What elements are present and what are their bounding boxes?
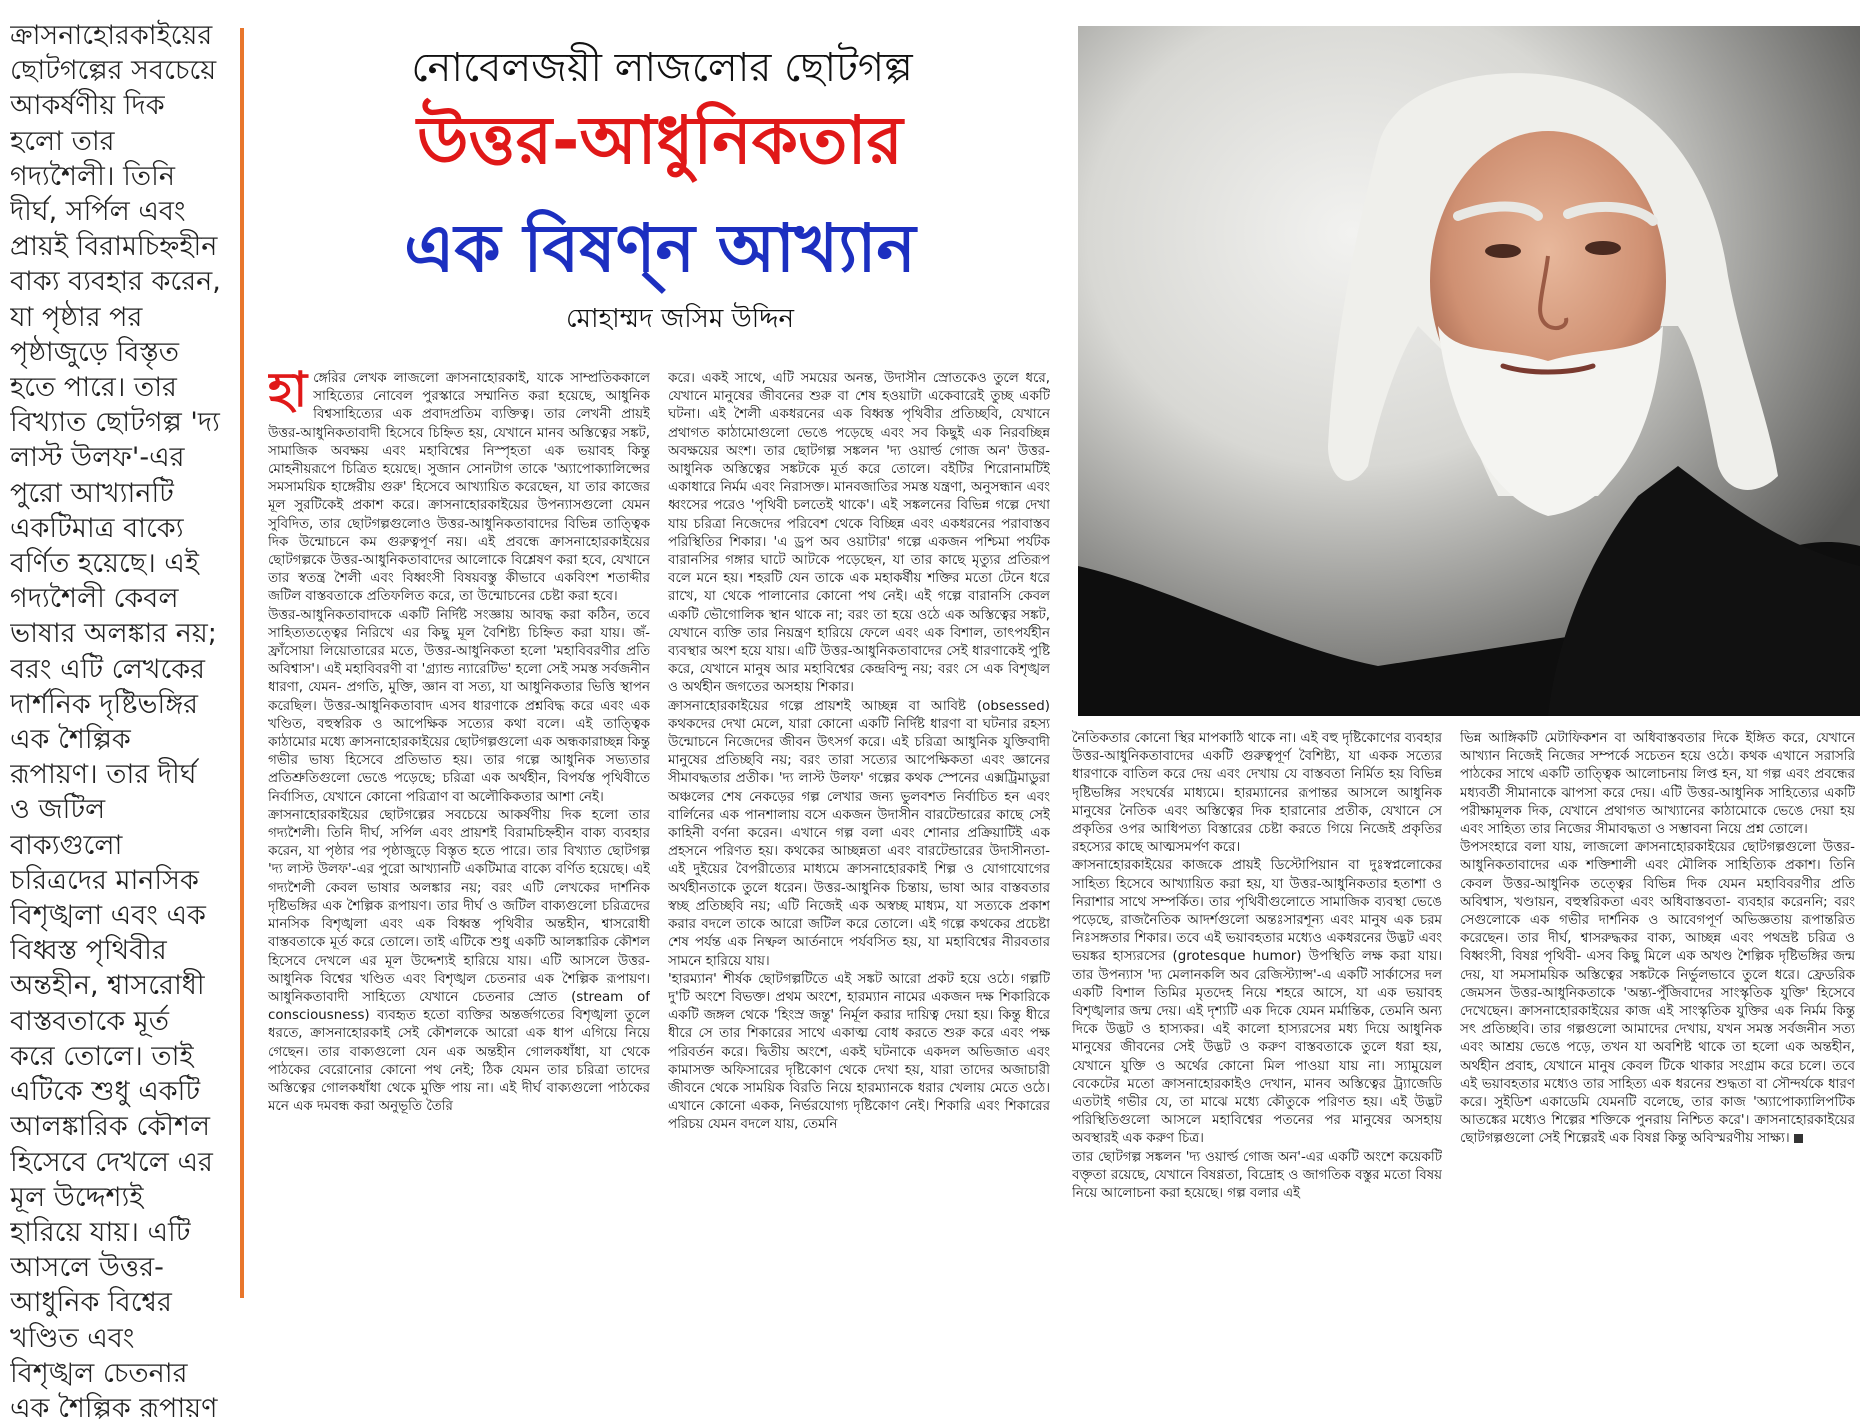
closing-paragraph: উপসংহারে বলা যায়, লাজলো ক্রাসনাহোরকাইয়ের ছোটগল্পগুলো উত্তর-আধুনিকতাবাদের এক শক্তিশালী এবং মৌলিক সাহিত্যিক প্রকাশ। তিনি কেবল উত্তর-আধুনিক তত্ত্বের বিভিন্ন দিক যেমন মহাবিবরণীর প্রতি অবিশ্বাস, খণ্ডায়ন, বহুস্বরিকতা এবং অধিবাস্তবতা- ব্যবহার করেননি; বরং সেগুলোকে এক গভীর দার্শনিক ও আবেগপূর্ণ অভিজ্ঞতায় রূপান্তরিত করেছেন। তার দীর্ঘ, শ্বাসরুদ্ধকর বাক্য, আচ্ছন্ন এবং পথভ্রষ্ট চরিত্র ও বিধ্বংসী, বিষণ্ণ পৃথিবী- এসব কিছু মিলে এক অখণ্ড শৈল্পিক দৃষ্টিভঙ্গির জন্ম দেয়, যা সমসাময়িক অস্তিত্বের সঙ্কটকে নির্ভুলভাবে তুলে ধরে। ফ্রেডরিক জেমসন উত্তর-আধুনিকতাকে 'অন্ত্য-পুঁজিবাদের সাংস্কৃতিক যুক্তি' হিসেবে দেখেছেন। ক্রাসনাহোরকাইয়ের কাজ এই সাংস্কৃতিক যুক্তির এক নির্মম কিন্তু সৎ প্রতিচ্ছবি। তার গল্পগুলো আমাদের দেখায়, যখন সমস্ত সর্বজনীন সত্য এবং আশ্রয় ভেঙে পড়ে, তখন যা অবশিষ্ট থাকে তা হলো এক অন্তহীন, অর্থহীন প্রবাহ, যেখানে মানুষ কেবল টিকে থাকার সংগ্রাম করে চলে। তবে এই ভয়াবহতার মধ্যেও তার সাহিত্য এক ধরনের শুদ্ধতা বা সৌন্দর্যকে ধারণ করে। সুইডিশ একাডেমি যেমনটি বলেছে, তার কাজ 'অ্যাপোক্যালিপটিক আতঙ্কের মধ্যেও শিল্পের শক্তিকে পুনরায় নিশ্চিত করে'। ক্রাসনাহোরকাইয়ের ছোটগল্পগুলো সেই শিল্পেরই এক বিষণ্ণ কিন্তু অবিস্মরণীয় সাক্ষ্য। (1460, 840, 1855, 1147)
paragraph: ভিন্ন আঙ্গিকটি মেটাফিকশন বা অধিবাস্তবতার দিকে ইঙ্গিত করে, যেখানে আখ্যান নিজেই নিজের সম্পর্কে সচেতন হয়ে ওঠে। কথক এখানে সরাসরি পাঠকের সাথে একটি তাত্ত্বিক আলোচনায় লিপ্ত হন, যা গল্প এবং প্রবন্ধের মধ্যবর্তী সীমানাকে ঝাপসা করে দেয়। এটি উত্তর-আধুনিক সাহিত্যের একটি পরীক্ষামূলক দিক, যেখানে প্রথাগত আখ্যানের কাঠামোকে ভেঙে দেয়া হয় এবং সাহিত্য তার নিজের সীমাবদ্ধতা ও সম্ভাবনা নিয়ে প্রশ্ন তোলে। (1460, 731, 1855, 838)
article-column-1 (268, 370, 650, 1300)
lead-paragraph: ঙ্গেরির লেখক লাজলো ক্রাসনাহোরকাই, যাকে সাম্প্রতিককালে সাহিত্যের নোবেল পুরস্কারে সম্মানিত করা হয়েছে, আধুনিক বিশ্বসাহিত্যের এক প্রবাদপ্রতিম ব্যক্তিত্ব। তার লেখনী প্রায়ই উত্তর-আধুনিকতাবাদী হিসেবে চিহ্নিত হয়, যেখানে মানব অস্তিত্বের সঙ্কট, সামাজিক অবক্ষয় এবং মহাবিশ্বের নিস্পৃহতা এক ভয়াবহ কিন্তু মোহনীয়রূপে চিত্রিত হয়েছে। সুজান সোনটাগ তাকে 'অ্যাপোক্যালিপ্সের সমসাময়িক হাঙ্গেরীয় গুরু' হিসেবে আখ্যায়িত করেছেন, যা তার কাজের মূল সুরটিকেই প্রকাশ করে। ক্রাসনাহোরকাইয়ের উপন্যাসগুলো যেমন সুবিদিত, তার ছোটগল্পগুলোও উত্তর-আধুনিকতাবাদের বিভিন্ন তাত্ত্বিক দিক উন্মোচনে কম গুরুত্বপূর্ণ নয়। এই প্রবন্ধে ক্রাসনাহোরকাইয়ের ছোটগল্পকে উত্তর-আধুনিকতাবাদের আলোকে বিশ্লেষণ করা হবে, যেখানে তার স্বতন্ত্র শৈলী এবং বিধ্বংসী বিষয়বস্তু কীভাবে একবিংশ শতাব্দীর জটিল বাস্তবতাকে প্রতিফলিত করে, তা উন্মোচনের চেষ্টা করা হবে। (268, 371, 650, 605)
article-column-2 (668, 370, 1050, 1300)
headline-line-1: উত্তর-আধুনিকতার (417, 102, 903, 179)
end-mark-icon (1794, 1134, 1803, 1143)
pull-quote: ক্রাসনাহোরকাইয়ের ছোটগল্পের সবচেয়ে আকর্ষণীয় দিক হলো তার গদ্যশৈলী। তিনি দীর্ঘ, সর্পিল এবং প্রায়ই বিরামচিহ্নহীন বাক্য ব্যবহার করেন, যা পৃষ্ঠার পর পৃষ্ঠাজুড়ে বিস্তৃত হতে পারে। তার বিখ্যাত ছোটগল্প 'দ্য লাস্ট উলফ'-এর পুরো আখ্যানটি একটিমাত্র বাক্যে বর্ণিত হয়েছে। এই গদ্যশৈলী কেবল ভাষার অলঙ্কার নয়; বরং এটি লেখকের দার্শনিক দৃষ্টিভঙ্গির এক শৈল্পিক রূপায়ণ। তার দীর্ঘ ও জটিল বাক্যগুলো চরিত্রদের মানসিক বিশৃঙ্খলা এবং এক বিধ্বস্ত পৃথিবীর অন্তহীন, শ্বাসরোধী বাস্তবতাকে মূর্ত করে তোলে। তাই এটিকে শুধু একটি আলঙ্কারিক কৌশল হিসেবে দেখলে এর মূল উদ্দেশ্যই হারিয়ে যায়। এটি আসলে উত্তর-আধুনিক বিশ্বের খণ্ডিত এবং বিশৃঙ্খল চেতনার এক শৈল্পিক রূপায়ণ (10, 20, 221, 1424)
byline: মোহাম্মদ জসিম উদ্দিন (566, 304, 794, 334)
paragraph: উত্তর-আধুনিকতাবাদকে একটি নির্দিষ্ট সংজ্ঞায় আবদ্ধ করা কঠিন, তবে সাহিত্যতত্ত্বের নিরিখে এর কিছু মূল বৈশিষ্ট্য চিহ্নিত করা যায়। জঁ-ফ্রাঁসোয়া লিয়োতারের মতে, উত্তর-আধুনিকতা হলো 'মহাবিবরণীর প্রতি অবিশ্বাস'। এই মহাবিবরণী বা 'গ্র্যান্ড ন্যারেটিভ' হলো সেই সমস্ত সর্বজনীন ধারণা, যেমন- প্রগতি, মুক্তি, জ্ঞান বা সত্য, যা আধুনিকতার ভিত্তি স্থাপন করেছিল। উত্তর-আধুনিকতাবাদ এসব ধারণাকে প্রশ্নবিদ্ধ করে এবং এক খণ্ডিত, বহুস্বরিক ও আপেক্ষিক সত্যের কথা বলে। এই তাত্ত্বিক কাঠামোর মধ্যে ক্রাসনাহোরকাইয়ের ছোটগল্পগুলো এক অন্ধকারাচ্ছন্ন কিন্তু গভীর ভাষ্য হিসেবে প্রতিভাত হয়। তার গল্পে আধুনিক সভ্যতার প্রতিশ্রুতিগুলো ভেঙে পড়েছে; চরিত্রা এক অর্থহীন, বিপর্যস্ত পৃথিবীতে নির্বাসিত, যেখানে কোনো পরিত্রাণ বা অলৌকিকতার আশা নেই। (268, 607, 650, 805)
paragraph: ক্রাসনাহোরকাইয়ের কাজকে প্রায়ই ডিস্টোপিয়ান বা দুঃস্বপ্নলোকের সাহিত্য হিসেবে আখ্যায়িত করা হয়, যা উত্তর-আধুনিকতার হতাশা ও নিরাশার সাথে সম্পর্কিত। তার পৃথিবীগুলোতে সামাজিক ব্যবস্থা ভেঙে পড়েছে, রাজনৈতিক আদর্শগুলো অন্তঃসারশূন্য এবং মানুষ এক চরম নিঃসঙ্গতার শিকার। তবে এই ভয়াবহতার মধ্যেও একধরনের উদ্ভট এবং ভয়ঙ্কর হাস্যরসের (grotesque humor) উপস্থিতি লক্ষ করা যায়। তার উপন্যাস 'দ্য মেলানকলি অব রেজিস্ট্যান্স'-এ একটি সার্কাসের দল একটি বিশাল তিমির মৃতদেহ নিয়ে শহরে আসে, যা এক ভয়াবহ বিশৃঙ্খলার জন্ম দেয়। এই দৃশ্যটি এক দিকে যেমন মর্মান্তিক, তেমনি অন্য দিকে উদ্ভট ও হাস্যকর। এই কালো হাস্যরসের মধ্য দিয়ে আধুনিক মানুষের জীবনের সেই উদ্ভট ও করুণ বাস্তবতাকে তুলে ধরা হয়, যেখানে যুক্তি ও অর্থের কোনো মিল পাওয়া যায় না। স্যামুয়েল বেকেটের মতো ক্রাসনাহোরকাইও দেখান, মানব অস্তিত্বের ট্র্যাজেডি এতটাই গভীর যে, তা মাঝে মধ্যে কৌতুকে পরিণত হয়। এই উদ্ভট পরিস্থিতিগুলো আসলে মহাবিশ্বের পতনের পর মানুষের অসহায় অবস্থারই এক করুণ চিত্র। (1072, 858, 1442, 1147)
paragraph: ক্রাসনাহোরকাইয়ের ছোটগল্পের সবচেয়ে আকর্ষণীয় দিক হলো তার গদ্যশৈলী। তিনি দীর্ঘ, সর্পিল এবং প্রায়শই বিরামচিহ্নহীন বাক্য ব্যবহার করেন, যা পৃষ্ঠার পর পৃষ্ঠাজুড়ে বিস্তৃত হতে পারে। তার বিখ্যাত ছোটগল্প 'দ্য লাস্ট উলফ'-এর পুরো আখ্যানটি একটিমাত্র বাক্যে বর্ণিত হয়েছে। এই গদ্যশৈলী কেবল ভাষার অলঙ্কার নয়; বরং এটি লেখকের দার্শনিক দৃষ্টিভঙ্গির এক শৈল্পিক রূপায়ণ। তার দীর্ঘ ও জটিল বাক্যগুলো চরিত্রদের মানসিক বিশৃঙ্খলা এবং এক বিধ্বস্ত পৃথিবীর অন্তহীন, শ্বাসরোধী বাস্তবতাকে মূর্ত করে তোলে। তাই এটিকে শুধু একটি আলঙ্কারিক কৌশল হিসেবে দেখলে এর মূল উদ্দেশ্যই হারিয়ে যায়। এটি আসলে উত্তর-আধুনিক বিশ্বের খণ্ডিত এবং বিশৃঙ্খল চেতনার এক শৈল্পিক রূপায়ণ। আধুনিকতাবাদী সাহিত্যে যেখানে চেতনার স্রোত (stream of consciousness) ব্যবহৃত হতো ব্যক্তির অন্তর্জগতের বিশৃঙ্খলা তুলে ধরতে, ক্রাসনাহোরকাই সেই কৌশলকে আরো এক ধাপ এগিয়ে নিয়ে গেছেন। তার বাক্যগুলো যেন এক অন্তহীন গোলকধাঁধা, যা থেকে পাঠকের বেরোনোর কোনো পথ নেই; ঠিক যেমন তার চরিত্রা তাদের অস্তিত্বের গোলকধাঁধা থেকে মুক্তি পায় না। এই দীর্ঘ বাক্যগুলো পাঠকের মনে এক দমবন্ধ করা অনুভূতি তৈরি (268, 807, 650, 1115)
paragraph: করে। একই সাথে, এটি সময়ের অনন্ত, উদাসীন স্রোতকেও তুলে ধরে, যেখানে মানুষের জীবনের শুরু বা শেষ হওয়াটা একেবারেই তুচ্ছ একটি ঘটনা। এই শৈলী একধরনের এক বিধ্বস্ত পৃথিবীর প্রতিচ্ছবি, যেখানে প্রথাগত কাঠামোগুলো ভেঙে পড়েছে এবং সব কিছুই এক নিরবচ্ছিন্ন অবক্ষয়ের অংশ। তার ছোটগল্প সঙ্কলন 'দ্য ওয়ার্ল্ড গোজ অন' উত্তর-আধুনিক অস্তিত্বের সঙ্কটকে মূর্ত করে তোলে। বইটির শিরোনামটিই একাধারে নির্মম এবং নিরাসক্ত। মানবজাতির সমস্ত যন্ত্রণা, অনুসন্ধান এবং ধ্বংসের পরেও 'পৃথিবী চলতেই থাকে'। এই সঙ্কলনের বিভিন্ন গল্পে দেখা যায় চরিত্রা নিজেদের পরিবেশ থেকে বিচ্ছিন্ন এবং একধরনের পরাবাস্তব পরিস্থিতির শিকার। 'এ ড্রপ অব ওয়াটার' গল্পে একজন পশ্চিমা পর্যটক বারানসির গঙ্গার ঘাটে আটকে পড়েছেন, যা তার কাছে মৃত্যুর প্রতিরূপ বলে মনে হয়। শহরটি যেন তাকে এক মহাকর্ষীয় শক্তির মতো টেনে ধরে রাখে, যা থেকে পালানোর কোনো পথ নেই। এই গল্পে বারানসি কেবল একটি ভৌগোলিক স্থান থাকে না; বরং তা হয়ে ওঠে এক অস্তিত্বের সঙ্কট, যেখানে ব্যক্তি তার নিয়ন্ত্রণ হারিয়ে ফেলে এবং এক বিশাল, তাৎপর্যহীন ব্যবস্থার অংশ হয়ে যায়। এটি উত্তর-আধুনিকতাবাদের সেই ধারণাকেই পুষ্টি করে, যেখানে মানুষ আর মহাবিশ্বের কেন্দ্রবিন্দু নয়; বরং সে এক বিশৃঙ্খল ও অর্থহীন জগতের অসহায় শিকার। (668, 371, 1050, 696)
portrait-photo-icon (1078, 26, 1860, 716)
paragraph: ক্রাসনাহোরকাইয়ের গল্পে প্রায়শই আচ্ছন্ন বা আবিষ্ট (obsessed) কথকদের দেখা মেলে, যারা কোনো একটি নির্দিষ্ট ধারণা বা ঘটনার রহস্য উন্মোচনে নিজেদের জীবন উৎসর্গ করে। এই চরিত্রা আধুনিক যুক্তিবাদী মানুষের প্রতিচ্ছবি নয়; বরং তারা সত্যের আপেক্ষিকতা এবং জ্ঞানের সীমাবদ্ধতার প্রতীক। 'দ্য লাস্ট উলফ' গল্পের কথক স্পেনের এক্সট্রিমাডুরা অঞ্চলের শেষ নেকড়ের গল্প লেখার জন্য ভুলবশত নির্বাচিত হন এবং বার্লিনের এক পানশালায় বসে একজন উদাসীন বারটেন্ডারের কাছে সেই কাহিনী বর্ণনা করেন। এখানে গল্প বলা এবং শোনার প্রক্রিয়াটিই এক প্রহসনে পরিণত হয়। কথকের আচ্ছন্নতা এবং বারটেন্ডারের উদাসীনতা- এই দুইয়ের বৈপরীত্যের মাধ্যমে ক্রাসনাহোরকাই শিল্প ও যোগাযোগের অর্থহীনতাকে তুলে ধরেন। উত্তর-আধুনিক চিন্তায়, ভাষা আর বাস্তবতার স্বচ্ছ প্রতিচ্ছবি নয়; এটি নিজেই এক অস্বচ্ছ মাধ্যম, যা সত্যকে প্রকাশ করার বদলে তাকে আরো জটিল করে তোলে। এই গল্পে কথকের প্রচেষ্টা শেষ পর্যন্ত এক নিষ্ফল আর্তনাদে পর্যবসিত হয়, যা মহাবিশ্বের নীরবতার সামনে হারিয়ে যায়। (668, 698, 1050, 969)
paragraph (1460, 839, 1855, 1148)
headline-line-2: এক বিষণ্ন আখ্যান (404, 210, 916, 287)
headline-kicker: নোবেলজয়ী লাজলোর ছোটগল্প (411, 45, 913, 91)
paragraph: তার ছোটগল্প সঙ্কলন 'দ্য ওয়ার্ল্ড গোজ অন'-এর একটি অংশে কয়েকটি বক্তৃতা রয়েছে, যেখানে বিষণ্ণতা, বিদ্রোহ ও জাগতিক বস্তুর মতো বিষয় নিয়ে আলোচনা করা হয়েছে। গল্প বলার এই (1072, 1149, 1442, 1202)
accent-rule (240, 28, 244, 1298)
article-column-4 (1460, 730, 1855, 1300)
drop-cap: হা (268, 370, 308, 418)
paragraph: 'হারম্যান' শীর্ষক ছোটগল্পটিতে এই সঙ্কট আরো প্রকট হয়ে ওঠে। গল্পটি দু'টি অংশে বিভক্ত। প্রথম অংশে, হারম্যান নামের একজন দক্ষ শিকারিকে একটি জঙ্গল থেকে 'হিংস্র জন্তু' নির্মূল করার দায়িত্ব দেয়া হয়। কিন্তু ধীরে ধীরে সে তার শিকারের সাথে একাত্ম বোধ করতে শুরু করে এবং পক্ষ পরিবর্তন করে। দ্বিতীয় অংশে, একই ঘটনাকে একদল অভিজাত এবং কামাসক্ত অফিসারের দৃষ্টিকোণ থেকে দেখা হয়, যারা তাদের অজাচারী জীবনে থেকে সাময়িক বিরতি নিয়ে হারম্যানকে ধরার খেলায় মেতে ওঠে। এখানে কোনো একক, নির্ভরযোগ্য দৃষ্টিকোণ নেই। শিকারি এবং শিকারের পরিচয় যেমন বদলে যায়, তেমনি (668, 971, 1050, 1133)
paragraph: নৈতিকতার কোনো স্থির মাপকাঠি থাকে না। এই বহু দৃষ্টিকোণের ব্যবহার উত্তর-আধুনিকতাবাদের একটি গুরুত্বপূর্ণ বৈশিষ্ট্য, যা একক সত্যের ধারণাকে বাতিল করে দেয় এবং দেখায় যে বাস্তবতা নির্মিত হয় বিভিন্ন দৃষ্টিভঙ্গির সংঘর্ষের মাধ্যমে। হারম্যানের রূপান্তর আসলে আধুনিক মানুষের নৈতিক এবং অস্তিত্বের দিক হারানোর প্রতীক, যেখানে সে প্রকৃতির ওপর আধিপত্য বিস্তারের চেষ্টা করতে গিয়ে নিজেই প্রকৃতির রহস্যের কাছে আত্মসমর্পণ করে। (1072, 731, 1442, 856)
article-column-3 (1072, 730, 1442, 1300)
